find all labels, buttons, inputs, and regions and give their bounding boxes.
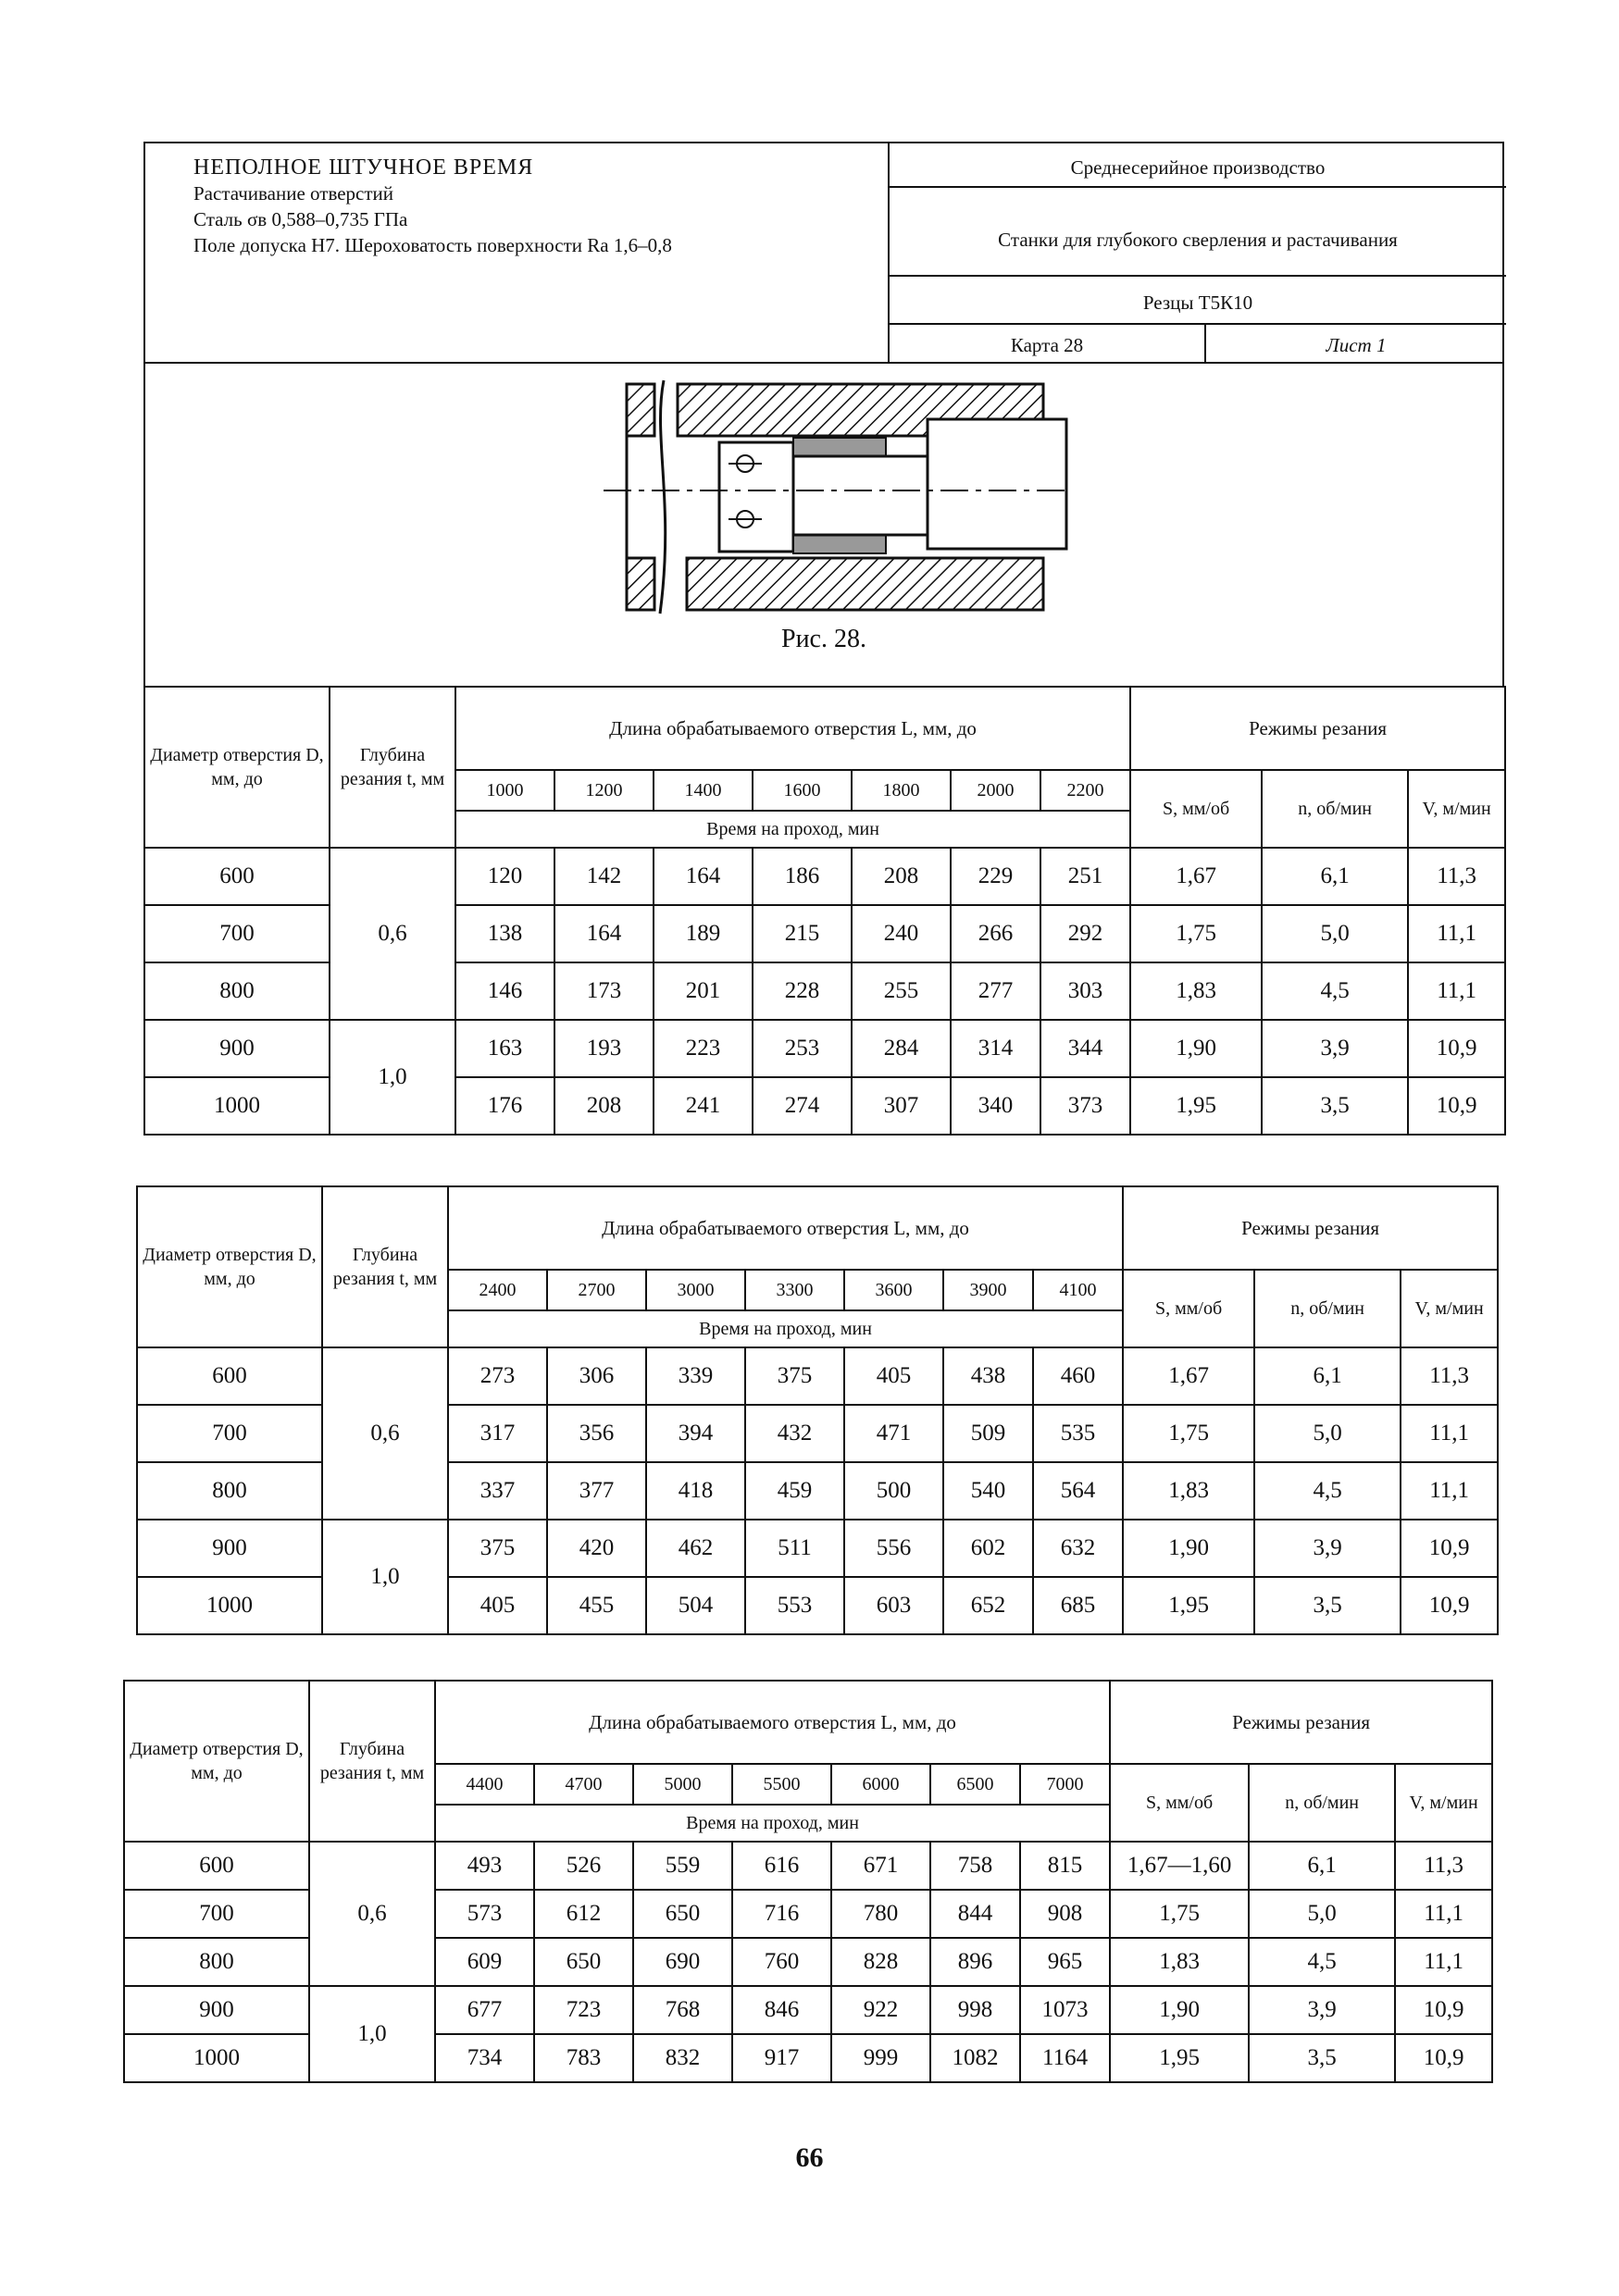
length-value: 4400 — [435, 1764, 534, 1805]
card-number: Карта 28 — [1010, 334, 1084, 356]
rpm: 6,1 — [1262, 848, 1408, 905]
time-cell: 650 — [534, 1938, 633, 1986]
diameter: 900 — [124, 1986, 309, 2034]
diameter: 800 — [137, 1462, 322, 1520]
time-cell: 671 — [831, 1842, 930, 1890]
diameter-header: Диаметр отверстия D, мм, до — [137, 1186, 322, 1347]
time-cell: 616 — [732, 1842, 831, 1890]
figure-block — [143, 362, 1504, 688]
time-cell: 734 — [435, 2034, 534, 2082]
length-value: 1200 — [554, 770, 654, 811]
length-value: 6500 — [930, 1764, 1020, 1805]
length-value: 6000 — [831, 1764, 930, 1805]
speed: 11,1 — [1395, 1890, 1492, 1938]
diameter-header: Диаметр отверстия D, мм, до — [124, 1681, 309, 1842]
feed: 1,90 — [1130, 1020, 1262, 1077]
feed: 1,67 — [1130, 848, 1262, 905]
time-cell: 760 — [732, 1938, 831, 1986]
length-value: 2700 — [547, 1270, 646, 1310]
diameter: 900 — [137, 1520, 322, 1577]
length-value: 7000 — [1020, 1764, 1110, 1805]
time-cell: 273 — [448, 1347, 547, 1405]
time-cell: 758 — [930, 1842, 1020, 1890]
time-cell: 138 — [455, 905, 554, 962]
speed: 10,9 — [1401, 1577, 1498, 1634]
time-cell: 208 — [554, 1077, 654, 1135]
time-cell: 815 — [1020, 1842, 1110, 1890]
time-cell: 504 — [646, 1577, 745, 1634]
time-cell: 690 — [633, 1938, 732, 1986]
time-cell: 612 — [534, 1890, 633, 1938]
speed: 11,1 — [1408, 962, 1505, 1020]
feed: 1,75 — [1130, 905, 1262, 962]
time-cell: 375 — [448, 1520, 547, 1577]
feed: 1,95 — [1123, 1577, 1254, 1634]
length-value: 2200 — [1040, 770, 1130, 811]
feed: 1,67—1,60 — [1110, 1842, 1249, 1890]
time-cell: 356 — [547, 1405, 646, 1462]
depth-header: Глубина резания t, мм — [330, 687, 455, 848]
diameter: 800 — [124, 1938, 309, 1986]
s-header: S, мм/об — [1130, 770, 1262, 848]
rpm: 3,9 — [1249, 1986, 1395, 2034]
time-cell: 208 — [852, 848, 951, 905]
speed: 11,1 — [1395, 1938, 1492, 1986]
figure-caption: Рис. 28. — [781, 625, 866, 653]
s-header: S, мм/об — [1123, 1270, 1254, 1347]
feed: 1,67 — [1123, 1347, 1254, 1405]
header-left — [193, 155, 672, 258]
time-cell: 373 — [1040, 1077, 1130, 1135]
time-cell: 526 — [534, 1842, 633, 1890]
time-cell: 780 — [831, 1890, 930, 1938]
time-cell: 783 — [534, 2034, 633, 2082]
length-value: 4100 — [1033, 1270, 1123, 1310]
n-header: n, об/мин — [1262, 770, 1408, 848]
time-cell: 609 — [435, 1938, 534, 1986]
diameter: 600 — [144, 848, 330, 905]
time-cell: 164 — [654, 848, 753, 905]
time-cell: 314 — [951, 1020, 1040, 1077]
operation: Растачивание отверстий — [193, 182, 394, 205]
length-value: 5500 — [732, 1764, 831, 1805]
time-cell: 459 — [745, 1462, 844, 1520]
doc-title: НЕПОЛНОЕ ШТУЧНОЕ ВРЕМЯ — [193, 155, 534, 180]
time-cell: 176 — [455, 1077, 554, 1135]
time-cell: 303 — [1040, 962, 1130, 1020]
time-cell: 677 — [435, 1986, 534, 2034]
time-cell: 340 — [951, 1077, 1040, 1135]
length-header: Длина обрабатываемого отверстия L, мм, до — [435, 1681, 1110, 1764]
time-cell: 142 — [554, 848, 654, 905]
feed: 1,75 — [1123, 1405, 1254, 1462]
speed: 11,3 — [1408, 848, 1505, 905]
rpm: 4,5 — [1254, 1462, 1401, 1520]
n-header: n, об/мин — [1254, 1270, 1401, 1347]
speed: 11,1 — [1401, 1405, 1498, 1462]
time-cell: 509 — [943, 1405, 1033, 1462]
time-cell: 462 — [646, 1520, 745, 1577]
time-cell: 223 — [654, 1020, 753, 1077]
time-cell: 685 — [1033, 1577, 1123, 1634]
time-cell: 186 — [753, 848, 852, 905]
rpm: 3,5 — [1254, 1577, 1401, 1634]
time-cell: 418 — [646, 1462, 745, 1520]
time-cell: 896 — [930, 1938, 1020, 1986]
time-cell: 1082 — [930, 2034, 1020, 2082]
time-cell: 471 — [844, 1405, 943, 1462]
time-cell: 146 — [455, 962, 554, 1020]
speed: 11,3 — [1401, 1347, 1498, 1405]
tools: Резцы Т5К10 — [1142, 292, 1253, 314]
time-cell: 650 — [633, 1890, 732, 1938]
length-value: 2000 — [951, 770, 1040, 811]
time-header: Время на проход, мин — [435, 1805, 1110, 1842]
time-cell: 511 — [745, 1520, 844, 1577]
time-cell: 215 — [753, 905, 852, 962]
feed: 1,75 — [1110, 1890, 1249, 1938]
rpm: 5,0 — [1262, 905, 1408, 962]
rpm: 6,1 — [1249, 1842, 1395, 1890]
header-right — [888, 143, 1506, 364]
depth-header: Глубина резания t, мм — [309, 1681, 435, 1842]
time-cell: 164 — [554, 905, 654, 962]
time-cell: 846 — [732, 1986, 831, 2034]
time-cell: 1073 — [1020, 1986, 1110, 2034]
length-value: 1000 — [455, 770, 554, 811]
time-cell: 251 — [1040, 848, 1130, 905]
time-cell: 652 — [943, 1577, 1033, 1634]
feed: 1,90 — [1110, 1986, 1249, 2034]
time-cell: 460 — [1033, 1347, 1123, 1405]
rpm: 4,5 — [1249, 1938, 1395, 1986]
v-header: V, м/мин — [1408, 770, 1505, 848]
time-cell: 553 — [745, 1577, 844, 1634]
s-header: S, мм/об — [1110, 1764, 1249, 1842]
feed: 1,90 — [1123, 1520, 1254, 1577]
diameter: 700 — [144, 905, 330, 962]
diameter: 900 — [144, 1020, 330, 1077]
length-value: 1400 — [654, 770, 753, 811]
v-header: V, м/мин — [1401, 1270, 1498, 1347]
time-cell: 917 — [732, 2034, 831, 2082]
rpm: 5,0 — [1254, 1405, 1401, 1462]
diameter: 600 — [137, 1347, 322, 1405]
time-cell: 193 — [554, 1020, 654, 1077]
rpm: 5,0 — [1249, 1890, 1395, 1938]
speed: 10,9 — [1395, 2034, 1492, 2082]
time-cell: 908 — [1020, 1890, 1110, 1938]
time-cell: 201 — [654, 962, 753, 1020]
modes-header: Режимы резания — [1110, 1681, 1492, 1764]
boring-diagram — [145, 364, 1506, 641]
time-cell: 564 — [1033, 1462, 1123, 1520]
speed: 10,9 — [1395, 1986, 1492, 2034]
time-cell: 716 — [732, 1890, 831, 1938]
length-value: 3000 — [646, 1270, 745, 1310]
speed: 11,1 — [1408, 905, 1505, 962]
time-cell: 405 — [448, 1577, 547, 1634]
time-cell: 844 — [930, 1890, 1020, 1938]
time-cell: 493 — [435, 1842, 534, 1890]
header-block — [143, 142, 1504, 364]
time-cell: 307 — [852, 1077, 951, 1135]
rpm: 3,5 — [1249, 2034, 1395, 2082]
time-cell: 277 — [951, 962, 1040, 1020]
diameter: 1000 — [124, 2034, 309, 2082]
time-cell: 832 — [633, 2034, 732, 2082]
page-number: 66 — [795, 2142, 824, 2173]
length-value: 1600 — [753, 770, 852, 811]
length-value: 5000 — [633, 1764, 732, 1805]
time-table-1 — [143, 686, 1506, 1136]
time-cell: 229 — [951, 848, 1040, 905]
time-cell: 173 — [554, 962, 654, 1020]
time-header: Время на проход, мин — [448, 1310, 1123, 1347]
length-value: 2400 — [448, 1270, 547, 1310]
time-cell: 500 — [844, 1462, 943, 1520]
time-cell: 292 — [1040, 905, 1130, 962]
rpm: 3,9 — [1262, 1020, 1408, 1077]
machines: Станки для глубокого сверления и растачивания — [998, 229, 1398, 251]
v-header: V, м/мин — [1395, 1764, 1492, 1842]
time-cell: 455 — [547, 1577, 646, 1634]
time-cell: 828 — [831, 1938, 930, 1986]
time-cell: 535 — [1033, 1405, 1123, 1462]
length-value: 3300 — [745, 1270, 844, 1310]
tolerance: Поле допуска Н7. Шероховатость поверхности Ra 1,6–0,8 — [193, 234, 672, 256]
modes-header: Режимы резания — [1123, 1186, 1498, 1270]
time-cell: 274 — [753, 1077, 852, 1135]
length-header: Длина обрабатываемого отверстия L, мм, до — [448, 1186, 1123, 1270]
time-table-2 — [136, 1185, 1499, 1635]
time-cell: 253 — [753, 1020, 852, 1077]
time-cell: 240 — [852, 905, 951, 962]
time-cell: 255 — [852, 962, 951, 1020]
time-cell: 603 — [844, 1577, 943, 1634]
time-cell: 438 — [943, 1347, 1033, 1405]
rpm: 4,5 — [1262, 962, 1408, 1020]
rpm: 3,5 — [1262, 1077, 1408, 1135]
time-cell: 965 — [1020, 1938, 1110, 1986]
time-cell: 632 — [1033, 1520, 1123, 1577]
time-cell: 999 — [831, 2034, 930, 2082]
speed: 10,9 — [1408, 1077, 1505, 1135]
speed: 10,9 — [1408, 1020, 1505, 1077]
time-cell: 317 — [448, 1405, 547, 1462]
rpm: 3,9 — [1254, 1520, 1401, 1577]
time-cell: 420 — [547, 1520, 646, 1577]
length-value: 3600 — [844, 1270, 943, 1310]
material: Сталь σв 0,588–0,735 ГПа — [193, 208, 408, 230]
time-cell: 189 — [654, 905, 753, 962]
depth: 1,0 — [330, 1020, 455, 1135]
sheet-number: Лист 1 — [1326, 334, 1387, 356]
time-cell: 405 — [844, 1347, 943, 1405]
time-cell: 284 — [852, 1020, 951, 1077]
diameter: 800 — [144, 962, 330, 1020]
feed: 1,95 — [1110, 2034, 1249, 2082]
time-cell: 266 — [951, 905, 1040, 962]
time-cell: 344 — [1040, 1020, 1130, 1077]
length-value: 4700 — [534, 1764, 633, 1805]
depth: 1,0 — [309, 1986, 435, 2082]
time-cell: 602 — [943, 1520, 1033, 1577]
time-cell: 723 — [534, 1986, 633, 2034]
depth: 0,6 — [322, 1347, 448, 1520]
speed: 11,3 — [1395, 1842, 1492, 1890]
diameter: 700 — [137, 1405, 322, 1462]
rpm: 6,1 — [1254, 1347, 1401, 1405]
length-value: 1800 — [852, 770, 951, 811]
depth: 0,6 — [309, 1842, 435, 1986]
time-cell: 241 — [654, 1077, 753, 1135]
time-cell: 556 — [844, 1520, 943, 1577]
length-header: Длина обрабатываемого отверстия L, мм, до — [455, 687, 1130, 770]
diameter: 700 — [124, 1890, 309, 1938]
time-table-3 — [123, 1680, 1493, 2083]
n-header: n, об/мин — [1249, 1764, 1395, 1842]
feed: 1,83 — [1110, 1938, 1249, 1986]
diameter: 1000 — [137, 1577, 322, 1634]
diameter-header: Диаметр отверстия D, мм, до — [144, 687, 330, 848]
production-type: Среднесерийное производство — [1070, 156, 1326, 179]
speed: 10,9 — [1401, 1520, 1498, 1577]
feed: 1,83 — [1130, 962, 1262, 1020]
time-cell: 768 — [633, 1986, 732, 2034]
time-cell: 375 — [745, 1347, 844, 1405]
time-cell: 432 — [745, 1405, 844, 1462]
time-cell: 163 — [455, 1020, 554, 1077]
diameter: 1000 — [144, 1077, 330, 1135]
time-cell: 337 — [448, 1462, 547, 1520]
diameter: 600 — [124, 1842, 309, 1890]
time-cell: 377 — [547, 1462, 646, 1520]
depth: 0,6 — [330, 848, 455, 1020]
time-cell: 306 — [547, 1347, 646, 1405]
time-cell: 120 — [455, 848, 554, 905]
time-cell: 339 — [646, 1347, 745, 1405]
depth-header: Глубина резания t, мм — [322, 1186, 448, 1347]
time-cell: 540 — [943, 1462, 1033, 1520]
time-cell: 573 — [435, 1890, 534, 1938]
time-cell: 922 — [831, 1986, 930, 2034]
time-cell: 228 — [753, 962, 852, 1020]
time-cell: 394 — [646, 1405, 745, 1462]
feed: 1,95 — [1130, 1077, 1262, 1135]
time-cell: 998 — [930, 1986, 1020, 2034]
length-value: 3900 — [943, 1270, 1033, 1310]
feed: 1,83 — [1123, 1462, 1254, 1520]
time-cell: 1164 — [1020, 2034, 1110, 2082]
depth: 1,0 — [322, 1520, 448, 1634]
modes-header: Режимы резания — [1130, 687, 1505, 770]
speed: 11,1 — [1401, 1462, 1498, 1520]
time-header: Время на проход, мин — [455, 811, 1130, 848]
time-cell: 559 — [633, 1842, 732, 1890]
